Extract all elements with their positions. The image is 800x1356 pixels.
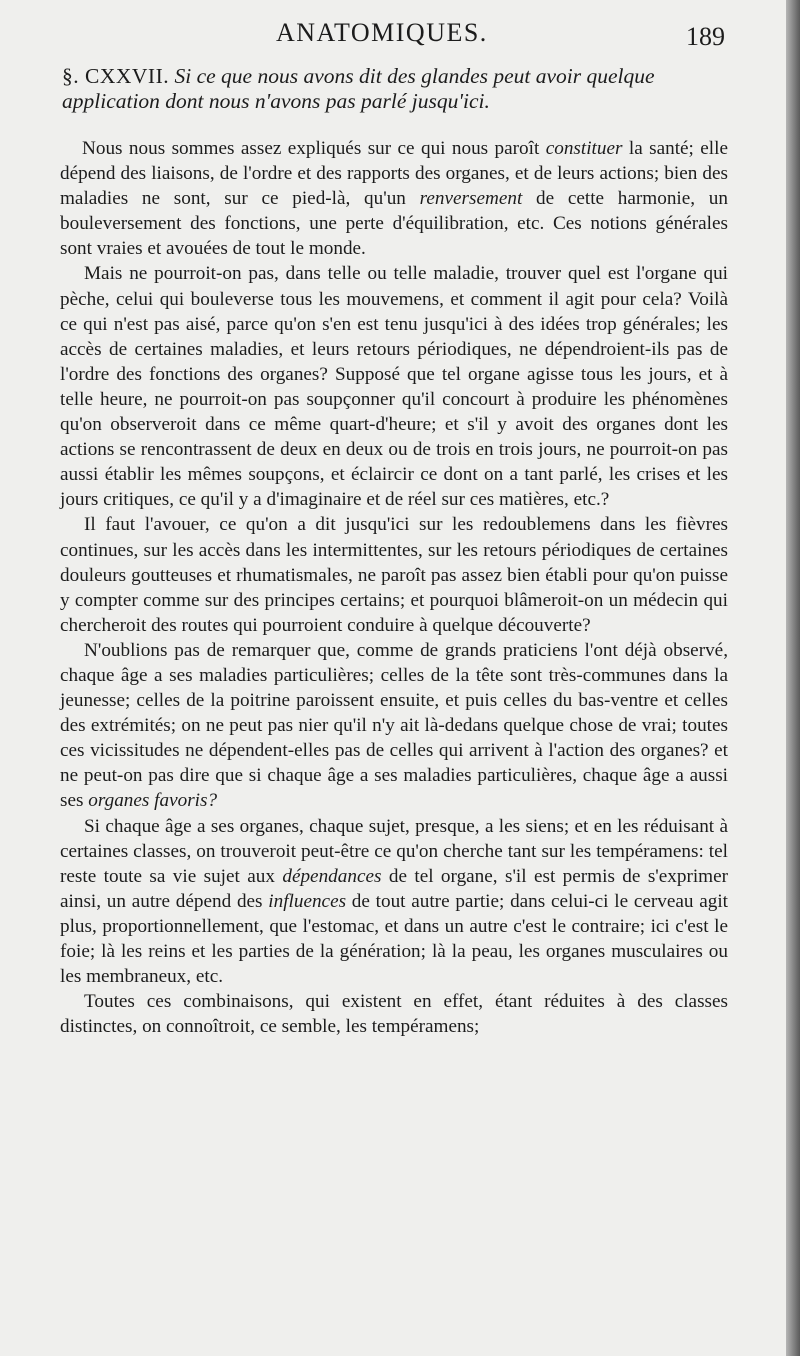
paragraph-5-text-e: de tout autre partie; dans celui-ci le cerveau agit plus, proportionnellement, que l'estomac, et dans un autre c'est le contraire; ici c'est le foie; là les reins et les parties de la génération; là la peau, les organes musculaires ou les membraneux, etc. — [60, 890, 728, 988]
paragraph-5-text-c: de tel organe, s'il est permis de s'exprimer ainsi, un autre dépend des — [60, 865, 728, 912]
page-number: 189 — [686, 22, 725, 51]
section-heading — [62, 64, 742, 114]
paragraph-4 — [60, 638, 728, 814]
paragraph-4-emphasis-organes-favoris: organes favoris? — [88, 790, 218, 812]
section-number: §. CXXVII. — [62, 64, 170, 88]
paragraph-1-emphasis-constituer: constituer — [545, 138, 623, 159]
paragraph-1-emphasis-renversement: renversement — [419, 188, 523, 210]
paragraph-2: Mais ne pourroit-on pas, dans telle ou telle maladie, trouver quel est l'organe qui pèche, celui qui bouleverse tous les mouvemens, et comment il agit pour cela? Voilà ce qui n'est pas aisé, parce qu'on s'en est tenu jusqu'ici à des idées trop générales; les accès de certaines maladies, et leurs retours périodiques, ne dépendroient-ils pas de l'ordre des fonctions des organes? Supposé que tel organe agisse tous les jours, et à telle heure, ne pourroit-on pas soupçonner qu'il concourt à produire les phénomènes qu'on observeroit dans ce même quart-d'heure; et s'il y avoit des organes dont les actions se rencontrassent de deux en deux ou de trois en trois jours, ne pourroit-on pas aussi établir les mêmes soupçons, et éclaircir ce dont on a tant parlé, les crises et les jours critiques, ce qu'il y a d'imaginaire et de réel sur ces matières, etc.? — [60, 263, 728, 511]
paragraph-1-text-c: la santé; elle dépend des liaisons, de l'ordre et des rapports des organes, et de leurs actions; bien des maladies ne sont, sur ce pied-là, qu'un — [60, 138, 728, 210]
paragraph-5-emphasis-dependances: dépendances — [282, 865, 382, 887]
page-edge-shadow — [786, 0, 800, 1356]
paragraph-6: Toutes ces combinaisons, qui existent en effet, étant réduites à des classes distinctes, on connoîtroit, ce semble, les tempéramens; — [60, 991, 728, 1038]
paragraph-4-text-a: N'oublions pas de remarquer que, comme de grands praticiens l'ont déjà observé, chaque âge a ses maladies particulières; celles de la tête sont très-communes dans la jeunesse; celles de la poitrine paroissent ensuite, et puis celles du bas-ventre et celles des extrémités; on ne peut pas nier qu'il n'y ait là-dedans quelque chose de vrai; toutes ces vicissitudes ne dépendent-elles pas de celles qui arrivent à l'action des organes? et ne peut-on pas dire que si chaque âge a ses maladies particulières, chaque âge a aussi ses — [60, 639, 728, 812]
paragraph-1-text-e: de cette harmonie, un bouleversement des fonctions, une perte d'équilibration, etc. Ces notions générales sont vraies et avouées de tout le monde. — [60, 188, 728, 260]
body-text — [60, 136, 728, 1039]
paragraph-5-text-a: Si chaque âge a ses organes, chaque sujet, presque, a les siens; et en les réduisant à certaines classes, on trouveroit peut-être ce qu'on cherche tant sur les tempéramens: tel reste toute sa vie sujet aux — [60, 815, 728, 887]
paragraph-1 — [60, 136, 728, 261]
page-header — [0, 18, 786, 54]
section-title: Si ce que nous avons dit des glandes peut avoir quelque application dont nous n'avons pas parlé jusqu'ici. — [62, 64, 655, 113]
running-title: ANATOMIQUES. — [276, 18, 488, 47]
paragraph-5 — [60, 814, 728, 990]
paragraph-1-text-a: Nous nous sommes assez expliqués sur ce qui nous paroît — [82, 138, 546, 159]
paragraph-3: Il faut l'avouer, ce qu'on a dit jusqu'ici sur les redoublemens dans les fièvres continues, sur les accès dans les intermittentes, sur les retours périodiques de certaines douleurs goutteuses et rhumatismales, ne paroît pas assez bien établi pour qu'on puisse y compter comme sur des principes certains; et pourquoi blâmeroit-on un médecin qui chercheroit des routes qui pourroient conduire à quelque découverte? — [60, 514, 728, 636]
paragraph-5-emphasis-influences: influences — [268, 890, 347, 912]
